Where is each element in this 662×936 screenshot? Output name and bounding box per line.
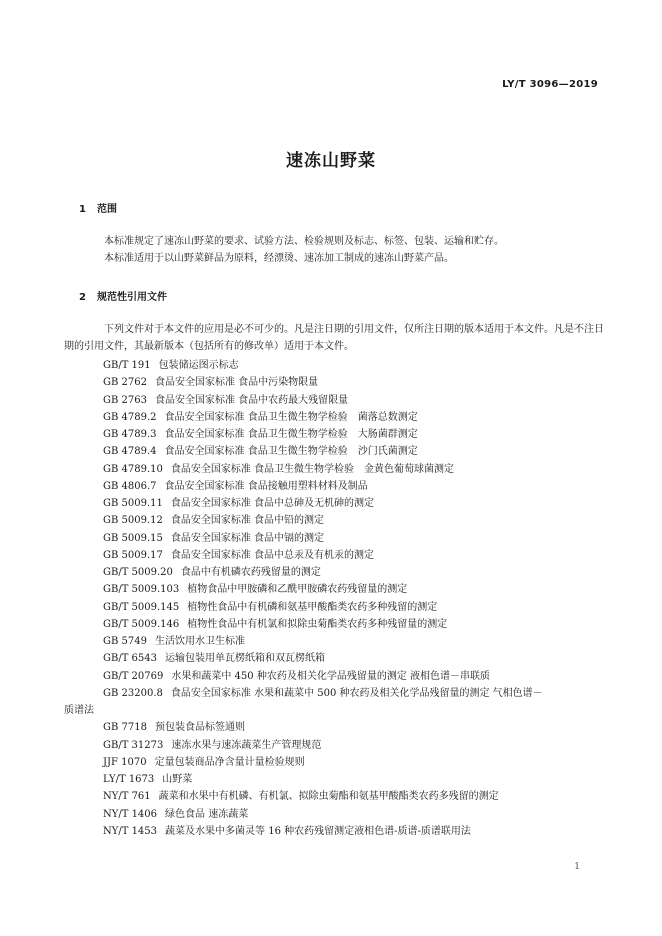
reference-code: GB/T 6543	[103, 653, 158, 665]
reference-code: GB 4789.2	[103, 411, 157, 423]
reference-code: GB 5009.12	[103, 515, 163, 527]
reference-item	[64, 392, 604, 409]
reference-item	[64, 547, 604, 564]
reference-title: 绿色食品 速冻蔬菜	[165, 808, 249, 820]
reference-title: 定量包装商品净含量计量检验规则	[154, 756, 305, 768]
reference-title: 食品安全国家标准 食品中镉的测定	[170, 532, 325, 544]
reference-code: GB 23200.8	[103, 687, 163, 699]
reference-title: 食品安全国家标准 食品中污染物限量	[154, 377, 319, 389]
section-2-number: 2	[79, 292, 86, 303]
reference-code: GB 4789.10	[103, 463, 163, 475]
reference-code: GB 5009.15	[103, 532, 163, 544]
reference-title: 食品中有机磷农药残留量的测定	[180, 567, 321, 578]
reference-item	[64, 737, 604, 754]
reference-title: 食品安全国家标准 食品卫生微生物学检验 金黄色葡萄球菌测定	[170, 463, 455, 475]
section-2-title: 规范性引用文件	[97, 292, 167, 303]
reference-item	[64, 771, 604, 788]
reference-title: 运输包装用单瓦楞纸箱和双瓦楞纸箱	[165, 653, 326, 665]
reference-code: GB/T 5009.146	[103, 618, 180, 630]
reference-code: LY/T 1673	[103, 774, 155, 785]
reference-title: 速冻水果与速冻蔬菜生产管理规范	[171, 739, 322, 751]
section-1-heading	[79, 200, 117, 215]
reference-code: GB 4789.4	[103, 446, 157, 458]
reference-code: GB 5009.11	[103, 498, 163, 509]
reference-title: 预包装食品标签通则	[154, 722, 245, 734]
reference-code: NY/T 761	[103, 791, 151, 803]
reference-item	[64, 633, 604, 650]
reference-title: 食品安全国家标准 食品中铅的测定	[170, 515, 325, 527]
reference-code: JJF 1070	[103, 756, 147, 768]
reference-title: 食品安全国家标准 食品卫生微生物学检验 沙门氏菌测定	[164, 446, 418, 458]
reference-title: 植物性食品中有机磷和氨基甲酸酯类农药多种残留的测定	[187, 601, 438, 613]
reference-item	[64, 357, 604, 374]
reference-item	[64, 409, 604, 426]
reference-list	[64, 357, 604, 840]
reference-item	[64, 495, 604, 512]
reference-item	[64, 581, 604, 598]
reference-item	[64, 530, 604, 547]
reference-item	[64, 754, 604, 771]
reference-code: NY/T 1406	[103, 808, 158, 820]
reference-title: 食品安全国家标准 食品中农药最大残留限量	[154, 394, 349, 406]
reference-title: 水果和蔬菜中 450 种农药及相关化学品残留量的测定 液相色谱－串联质	[171, 670, 490, 682]
reference-code: GB/T 20769	[103, 670, 164, 682]
reference-code: GB/T 31273	[103, 739, 164, 751]
reference-code: GB 4789.3	[103, 429, 157, 440]
reference-code: GB 2763	[103, 394, 147, 406]
reference-code: GB 2762	[103, 377, 147, 389]
reference-title: 生活饮用水卫生标准	[154, 636, 245, 647]
reference-item	[64, 599, 604, 616]
section-1-paragraph-2: 本标准适用于以山野菜鲜品为原料，经漂烫、速冻加工制成的速冻山野菜产品。	[104, 253, 454, 264]
reference-title: 包装储运图示标志	[158, 360, 239, 371]
reference-item	[64, 668, 604, 685]
reference-title: 食品安全国家标准 食品接触用塑料材料及制品	[164, 480, 368, 492]
reference-code: GB 4806.7	[103, 480, 157, 492]
reference-title: 食品安全国家标准 食品卫生微生物学检验 菌落总数测定	[164, 411, 418, 423]
reference-item	[64, 461, 604, 478]
reference-item	[64, 426, 604, 443]
reference-title: 食品安全国家标准 食品卫生微生物学检验 大肠菌群测定	[164, 429, 418, 440]
reference-item	[64, 374, 604, 391]
reference-code: GB/T 5009.20	[103, 567, 173, 578]
section-2-heading	[79, 288, 167, 303]
reference-code: GB/T 191	[103, 360, 151, 371]
reference-continuation: 质谱法	[64, 705, 94, 716]
reference-item	[64, 685, 604, 702]
reference-item	[64, 823, 604, 840]
reference-code: GB/T 5009.145	[103, 601, 180, 613]
reference-item	[64, 806, 604, 823]
page-title: 速冻山野菜	[286, 151, 376, 171]
reference-title: 食品安全国家标准 食品中总汞及有机汞的测定	[170, 549, 375, 561]
reference-item	[64, 719, 604, 736]
reference-item	[64, 443, 604, 460]
reference-code: GB 5749	[103, 636, 147, 647]
reference-item	[64, 650, 604, 667]
reference-code: GB/T 5009.103	[103, 584, 180, 596]
section-1-paragraph-1: 本标准规定了速冻山野菜的要求、试验方法、检验规则及标志、标签、包装、运输和贮存。	[104, 236, 504, 247]
reference-title: 山野菜	[162, 774, 193, 785]
section-2-intro: 下列文件对于本文件的应用是必不可少的。凡是注日期的引用文件，仅所注日期的版本适用于本文件。凡是不注日期的引用文件，其最新版本（包括所有的修改单）适用于本文件。	[64, 324, 604, 352]
document-number: LY/T 3096—2019	[502, 79, 598, 90]
reference-item	[64, 616, 604, 633]
reference-title: 蔬菜及水果中多菌灵等 16 种农药残留测定液相色谱-质谱-质谱联用法	[165, 825, 471, 837]
reference-title: 食品安全国家标准 水果和蔬菜中 500 种农药及相关化学品残留量的测定 气相色谱－	[170, 687, 543, 699]
reference-item	[64, 564, 604, 581]
reference-code: GB 5009.17	[103, 549, 163, 561]
reference-title: 食品安全国家标准 食品中总砷及无机砷的测定	[170, 498, 375, 509]
reference-code: GB 7718	[103, 722, 147, 734]
section-1-number: 1	[79, 204, 86, 215]
reference-item	[64, 512, 604, 529]
reference-code: NY/T 1453	[103, 825, 158, 837]
reference-item	[64, 478, 604, 495]
section-1-title: 范围	[97, 204, 117, 215]
reference-title: 植物性食品中有机氯和拟除虫菊酯类农药多种残留量的测定	[187, 618, 448, 630]
reference-title: 植物食品中甲胺磷和乙酰甲胺磷农药残留量的测定	[187, 584, 408, 596]
page-number: 1	[574, 862, 580, 872]
reference-item	[64, 788, 604, 805]
reference-title: 蔬菜和水果中有机磷、有机氯、拟除虫菊酯和氨基甲酸酯类农药多残留的测定	[158, 791, 499, 803]
